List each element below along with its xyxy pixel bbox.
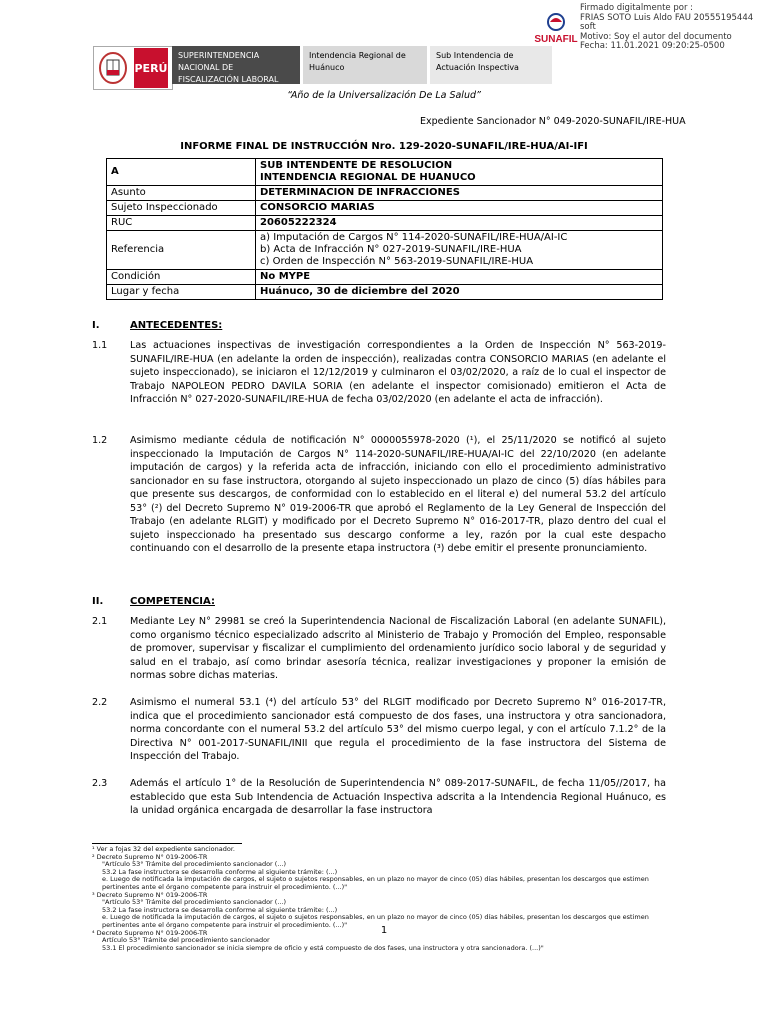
table-key: Lugar y fecha [107, 285, 256, 300]
footnote-line: e. Luego de notificada la imputación de cargos, el sujeto o sujetos responsables, en un plazo no mayor de cinco (05) días hábiles, presentan los descargos que estimen pertinentes ante el órgano competente para instruir el procedimiento. (...)" [102, 875, 649, 891]
paragraph-number: 2.1 [92, 616, 108, 627]
svg-text:SUNAFIL: SUNAFIL [534, 34, 578, 45]
document-title: INFORME FINAL DE INSTRUCCIÓN Nro. 129-2020-SUNAFIL/IRE-HUA/AI-IFI [180, 141, 588, 152]
signature-line: Motivo: Soy el autor del documento [580, 31, 732, 42]
table-row [107, 270, 663, 285]
table-row [107, 285, 663, 300]
paragraph-text: Asimismo mediante cédula de notificación N° 0000055978-2020 (¹), el 25/11/2020 se notificó al sujeto inspeccionado la Imputación de Cargos N° 114-2020-SUNAFIL/IRE-HUA/AI-IC del 22/10/2020 (en adelante imputación de cargos) y la referida acta de infracción, iniciando con ello el procedimiento administrativo sancionador en su fase instructora, otorgando al sujeto inspeccionado un plazo de cinco (5) días hábiles para que presente sus descargos, de conformidad con lo establecido en el literal e) del numeral 53.2 del artículo 53° (²) del Decreto Supremo N° 019-2006-TR que aprobó el Reglamento de la Ley General de Inspección del Trabajo (en adelante RLGIT) y modificado por el Decreto Supremo N° 016-2017-TR, plazo dentro del cual el sujeto inspeccionado ha presentado sus descargo conforme a ley, razón por la cual este despacho continuando con el desarrollo de la presente etapa instructora (³) debe emitir el presente pronunciamiento. [130, 435, 666, 554]
peru-label: PERÚ [134, 48, 168, 88]
footnote-line: "Artículo 53° Trámite del procedimiento sancionador (...) [102, 898, 287, 907]
digital-signature [580, 4, 768, 52]
section-title: COMPETENCIA: [130, 596, 215, 607]
table-key: A [107, 159, 256, 186]
page-number: 1 [380, 925, 388, 936]
paragraph-number: 1.2 [92, 435, 108, 446]
year-motto: “Año de la Universalización De La Salud” [287, 90, 481, 101]
section-number: II. [92, 596, 104, 607]
table-key: Asunto [107, 186, 256, 201]
table-row [107, 186, 663, 201]
table-row [107, 159, 663, 186]
paragraph [92, 696, 666, 764]
signature-line: Fecha: 11.01.2021 09:20:25-0500 [580, 41, 725, 51]
expediente-number: Expediente Sancionador N° 049-2020-SUNAFIL/IRE-HUA [420, 116, 686, 127]
table-value: No MYPE [256, 270, 663, 285]
section-number: I. [92, 320, 100, 331]
signature-line: FRIAS SOTO Luis Aldo FAU 20555195444 [580, 12, 754, 23]
section-heading [0, 596, 768, 610]
table-value: DETERMINACION DE INFRACCIONES [256, 186, 663, 201]
table-key: Condición [107, 270, 256, 285]
peru-emblem-block [93, 46, 173, 90]
signature-line: soft [580, 22, 596, 32]
entity-sunafil: SUPERINTENDENCIA NACIONAL DE FISCALIZACIÓN LABORAL [172, 46, 300, 84]
paragraph-text: Mediante Ley N° 29981 se creó la Superintendencia Nacional de Fiscalización Laboral (en adelante SUNAFIL), como organismo técnico especializado adscrito al Ministerio de Trabajo y Promoción del Empleo, responsable de promover, supervisar y fiscalizar el cumplimiento del ordenamiento jurídico socio laboral y de seguridad y salud en el trabajo, así como brindar asesoría técnica, realizar investigaciones y proponer la emisión de normas sobre dichas materias. [130, 616, 666, 681]
table-value: CONSORCIO MARIAS [256, 201, 663, 216]
paragraph-text: Las actuaciones inspectivas de investigación correspondientes a la Orden de Inspección N° 563-2019-SUNAFIL/IRE-HUA (en adelante la orden de inspección), realizadas contra CONSORCIO MARIAS (en adelante el sujeto inspeccionado), se iniciaron el 12/12/2019 y culminaron el 03/02/2020, a raíz de lo cual el inspector de Trabajo NAPOLEON PEDRO DAVILA SORIA (en adelante el inspector comisionado) emitieron el Acta de Infracción N° 027-2020-SUNAFIL/IRE-HUA de fecha 03/02/2020 (en adelante el acta de infracción). [130, 340, 666, 405]
paragraph [92, 434, 666, 556]
footnote-line: ² Decreto Supremo N° 019-2006-TR [92, 852, 208, 861]
table-value: 20605222324 [256, 216, 663, 231]
table-value: a) Imputación de Cargos N° 114-2020-SUNAFIL/IRE-HUA/AI-IC b) Acta de Infracción N° 027-2019-SUNAFIL/IRE-HUA c) Orden de Inspección N° 563-2019-SUNAFIL/IRE-HUA [256, 231, 663, 270]
section-title: ANTECEDENTES: [130, 320, 223, 331]
table-row [107, 216, 663, 231]
table-value: Huánuco, 30 de diciembre del 2020 [256, 285, 663, 300]
table-key: Sujeto Inspeccionado [107, 201, 256, 216]
table-key: RUC [107, 216, 256, 231]
section-heading [0, 320, 768, 334]
coat-of-arms-icon [98, 51, 128, 85]
paragraph [92, 777, 666, 818]
table-value: SUB INTENDENTE DE RESOLUCION INTENDENCIA REGIONAL DE HUANUCO [256, 159, 663, 186]
footnote-line: ³ Decreto Supremo N° 019-2006-TR [92, 890, 208, 899]
paragraph-number: 2.2 [92, 697, 108, 708]
paragraph-text: Asimismo el numeral 53.1 (⁴) del artículo 53° del RLGIT modificado por Decreto Supremo N° 016-2017-TR, indica que el procedimiento sancionador está compuesto de dos fases, una instructora y otra sancionadora, norma concordante con el numeral 53.2 del artículo 53° del mismo cuerpo legal, y con el artículo 7.1.2° de la Directiva N° 001-2017-SUNAFIL/INII que regula el procedimiento de la fase instructora del Sistema de Inspección del Trabajo. [130, 697, 666, 762]
footnote-line: ⁴ Decreto Supremo N° 019-2006-TR [92, 928, 208, 937]
sunafil-logo-icon [533, 10, 579, 46]
footnote-line: 53.1 El procedimiento sancionador se inicia siempre de oficio y está compuesto de dos fases, una instructora y otra sancionadora. (...)" [102, 943, 544, 952]
paragraph-text: Además el artículo 1° de la Resolución de Superintendencia N° 089-2017-SUNAFIL, de fecha 11/05//2017, ha establecido que esta Sub Intendencia de Actuación Inspectiva adscrita a la Intendencia Regional Huánuco, es la unidad orgánica encargada de desarrollar la fase instructora [130, 778, 666, 816]
entity-sub-intendencia: Sub Intendencia de Actuación Inspectiva [430, 46, 552, 84]
footnotes [92, 846, 652, 952]
table-key: Referencia [107, 231, 256, 270]
entity-intendencia: Intendencia Regional de Huánuco [303, 46, 427, 84]
info-table [106, 158, 663, 300]
paragraph-number: 2.3 [92, 778, 108, 789]
footnote-line: Artículo 53° Trámite del procedimiento sancionador [102, 936, 270, 945]
table-row [107, 231, 663, 270]
paragraph [92, 339, 666, 407]
footnote-line: e. Luego de notificada la imputación de cargos, el sujeto o sujetos responsables, en un plazo no mayor de cinco (05) días hábiles, presentan los descargos que estimen pertinentes ante el órgano competente para instruir el procedimiento. (...)" [102, 913, 649, 929]
paragraph-number: 1.1 [92, 340, 108, 351]
footnote-line: ¹ Ver a fojas 32 del expediente sancionador. [92, 845, 235, 853]
footnote-line: 53.2 La fase instructora se desarrolla conforme al siguiente trámite: (...) [102, 905, 338, 914]
table-row [107, 201, 663, 216]
footnote-line: 53.2 La fase instructora se desarrolla conforme al siguiente trámite: (...) [102, 867, 338, 876]
signature-line: Firmado digitalmente por : [580, 3, 693, 13]
footnote-line: "Artículo 53° Trámite del procedimiento sancionador (...) [102, 860, 287, 869]
paragraph [92, 615, 666, 683]
footnote-divider [92, 843, 242, 844]
